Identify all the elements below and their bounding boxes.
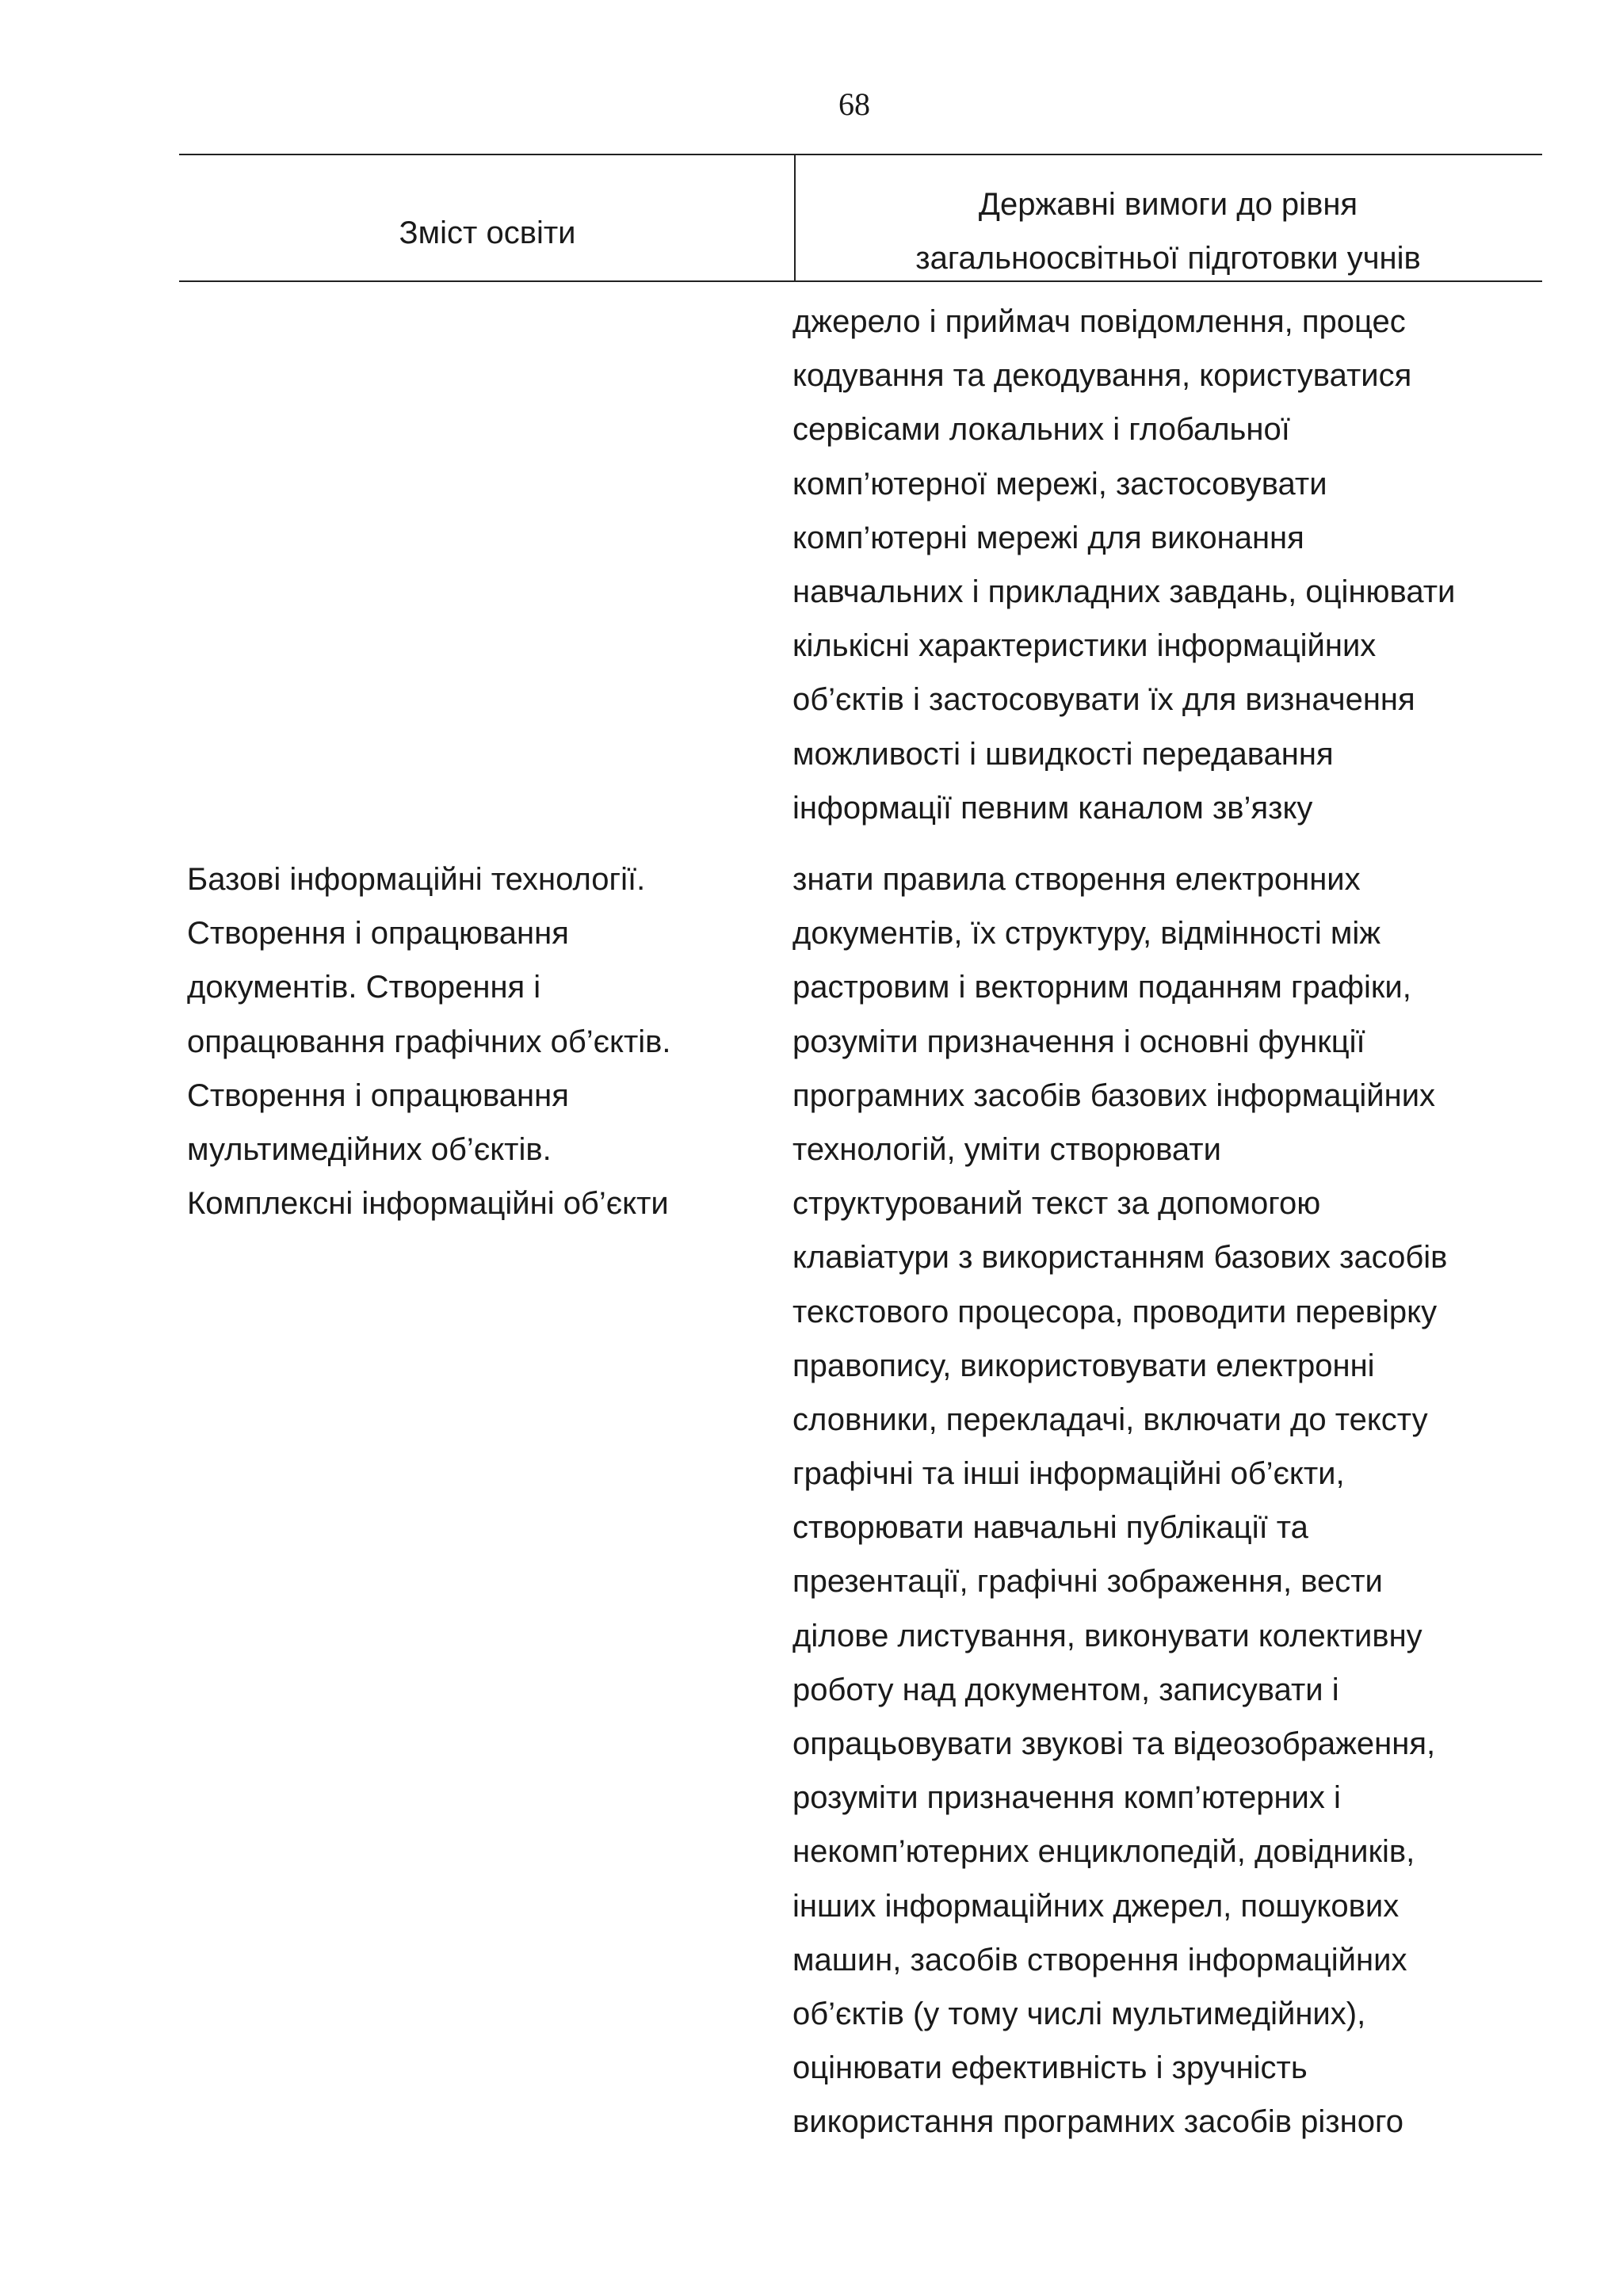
- text-line: роботу над документом, записувати і: [792, 1672, 1339, 1707]
- text-line: правопису, використовувати електронні: [792, 1348, 1375, 1383]
- row-2-content: [187, 852, 671, 1230]
- page-number: 68: [838, 86, 870, 122]
- text-line: навчальних і прикладних завдань, оцінювати: [792, 574, 1456, 609]
- header-requirements-line: загальноосвітньої підготовки учнів: [915, 241, 1421, 277]
- table-top-border: [179, 154, 1542, 155]
- text-line: комп’ютерної мережі, застосовувати: [792, 466, 1327, 502]
- text-line: графічні та інші інформаційні об’єкти,: [792, 1456, 1345, 1492]
- text-line: програмних засобів базових інформаційних: [792, 1077, 1436, 1113]
- text-line: машин, засобів створення інформаційних: [792, 1942, 1407, 1978]
- text-line: структурований текст за допомогою: [792, 1186, 1321, 1222]
- text-line: ділове листування, виконувати колективну: [792, 1618, 1423, 1653]
- row-2-requirements: [792, 852, 1447, 2149]
- text-line: текстового процесора, проводити перевірку: [792, 1294, 1438, 1329]
- text-line: знати правила створення електронних: [792, 862, 1361, 897]
- text-line: оцінювати ефективність і зручність: [792, 2050, 1308, 2086]
- text-line: об’єктів і застосовувати їх для визначення: [792, 682, 1415, 718]
- text-line: опрацювання графічних об’єктів.: [187, 1024, 671, 1059]
- text-line: об’єктів (у тому числі мультимедійних),: [792, 1996, 1366, 2031]
- header-requirements-line: Державні вимоги до рівня: [978, 187, 1358, 222]
- text-line: растровим і векторним поданням графіки,: [792, 970, 1411, 1005]
- text-line: кількісні характеристики інформаційних: [792, 628, 1377, 664]
- text-line: Комплексні інформаційні об’єкти: [187, 1186, 669, 1222]
- text-line: документів. Створення і: [187, 970, 541, 1005]
- text-line: Створення і опрацювання: [187, 1077, 569, 1113]
- text-line: опрацьовувати звукові та відеозображення,: [792, 1726, 1436, 1761]
- text-line: документів, їх структуру, відмінності між: [792, 916, 1381, 952]
- header-requirements-column: [796, 181, 1541, 288]
- text-line: сервісами локальних і глобальної: [792, 412, 1290, 448]
- text-line: інших інформаційних джерел, пошукових: [792, 1888, 1400, 1924]
- text-line: комп’ютерні мережі для виконання: [792, 520, 1304, 555]
- text-line: розуміти призначення і основні функції: [792, 1024, 1365, 1059]
- text-line: можливості і швидкості передавання: [792, 736, 1334, 772]
- text-line: технологій, уміти створювати: [792, 1131, 1221, 1167]
- text-line: Базові інформаційні технології.: [187, 862, 646, 897]
- text-line: джерело і приймач повідомлення, процес: [792, 304, 1406, 339]
- text-line: клавіатури з використанням базових засобів: [792, 1240, 1448, 1276]
- text-line: презентації, графічні зображення, вести: [792, 1564, 1383, 1600]
- text-line: кодування та декодування, користуватися: [792, 358, 1412, 394]
- text-line: розуміти призначення комп’ютерних і: [792, 1780, 1341, 1816]
- text-line: інформації певним каналом зв’язку: [792, 790, 1313, 826]
- text-line: некомп’ютерних енциклопедій, довідників,: [792, 1834, 1415, 1870]
- text-line: словники, перекладачі, включати до тексту: [792, 1402, 1428, 1437]
- text-line: мультимедійних об’єктів.: [187, 1131, 552, 1167]
- text-line: створювати навчальні публікації та: [792, 1510, 1308, 1546]
- row-1-requirements: [792, 295, 1455, 835]
- text-line: використання програмних засобів різного: [792, 2104, 1403, 2140]
- text-line: Створення і опрацювання: [187, 916, 569, 952]
- header-content-column: Зміст освіти: [399, 215, 576, 250]
